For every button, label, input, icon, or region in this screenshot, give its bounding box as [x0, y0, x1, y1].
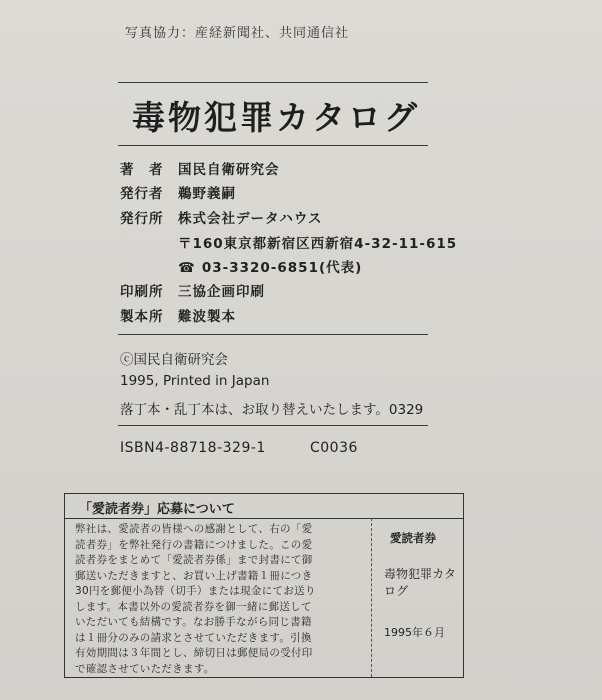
card-body-line: で確認させていただきます。 — [75, 662, 215, 675]
card-body-line: は１冊分のみの請求とさせていただきます。引換 — [75, 631, 312, 644]
colophon-divider — [118, 334, 428, 335]
publisher-label: 発行者 — [120, 186, 164, 202]
phone-value: 03-3320-6851(代表) — [201, 260, 363, 276]
card-title: 「愛読者券」応募について — [79, 502, 235, 517]
printer-value: 三協企画印刷 — [178, 284, 265, 300]
book-title: 毒物犯罪カタログ — [132, 98, 420, 137]
coupon-title: 愛読者券 — [390, 531, 436, 545]
card-body-line: します。本書以外の愛読者券を御一緒に郵送して — [75, 600, 312, 613]
card-body-line: いただいても結構です。なお勝手ながら同じ書籍 — [75, 616, 312, 628]
printed-in: 1995, Printed in Japan — [120, 373, 270, 389]
top-divider — [118, 82, 428, 83]
publishing-house-value: 株式会社データハウス — [178, 211, 323, 227]
photo-credit: 写真協力：産経新聞社、共同通信社 — [125, 26, 350, 41]
card-body-line: 読者券をまとめて「愛読者券係」まで封書にて御 — [75, 554, 313, 566]
binder-label: 製本所 — [120, 309, 164, 325]
phone-value-wrap — [178, 256, 362, 276]
copyright-holder: ⓒ国民自衛研究会 — [120, 352, 228, 368]
isbn-number: ISBN4-88718-329-1 — [120, 440, 266, 456]
card-body-line: 30円を郵便小為替（切手）または現金にてお送り — [75, 585, 316, 597]
card-body-line: 有効期間は３年間とし、締切日は郵便局の受付印 — [75, 647, 313, 659]
title-divider — [118, 145, 428, 146]
telephone-icon: ☎ — [178, 260, 196, 276]
publishing-house-label: 発行所 — [120, 211, 164, 227]
coupon-date: 1995年６月 — [384, 626, 445, 639]
card-body-line: 弊社は、愛読者の皆様への感謝として、右の「愛 — [75, 523, 313, 535]
card-body-line: 郵送いただきますと、お買い上げ書籍１冊につき — [75, 569, 313, 582]
card-body-line: 読者券」を弊社発行の書籍につけました。この愛 — [75, 538, 313, 551]
publisher-value: 鵜野義嗣 — [178, 186, 236, 202]
card-body — [75, 522, 365, 677]
author-value: 国民自衛研究会 — [178, 162, 280, 178]
copyright-divider — [118, 425, 428, 426]
replacement-notice: 落丁本・乱丁本は、お取り替えいたします。0329 — [120, 402, 424, 418]
address-value: 〒160東京都新宿区西新宿4-32-11-615 — [178, 236, 458, 252]
printer-label: 印刷所 — [120, 284, 164, 300]
reader-coupon-card — [64, 493, 464, 678]
classification-code: C0036 — [310, 440, 358, 456]
binder-value: 難波製本 — [178, 309, 236, 325]
coupon-book-title: 毒物犯罪カタログ — [384, 567, 457, 598]
author-label: 著 者 — [120, 162, 164, 178]
reader-coupon — [371, 518, 463, 677]
